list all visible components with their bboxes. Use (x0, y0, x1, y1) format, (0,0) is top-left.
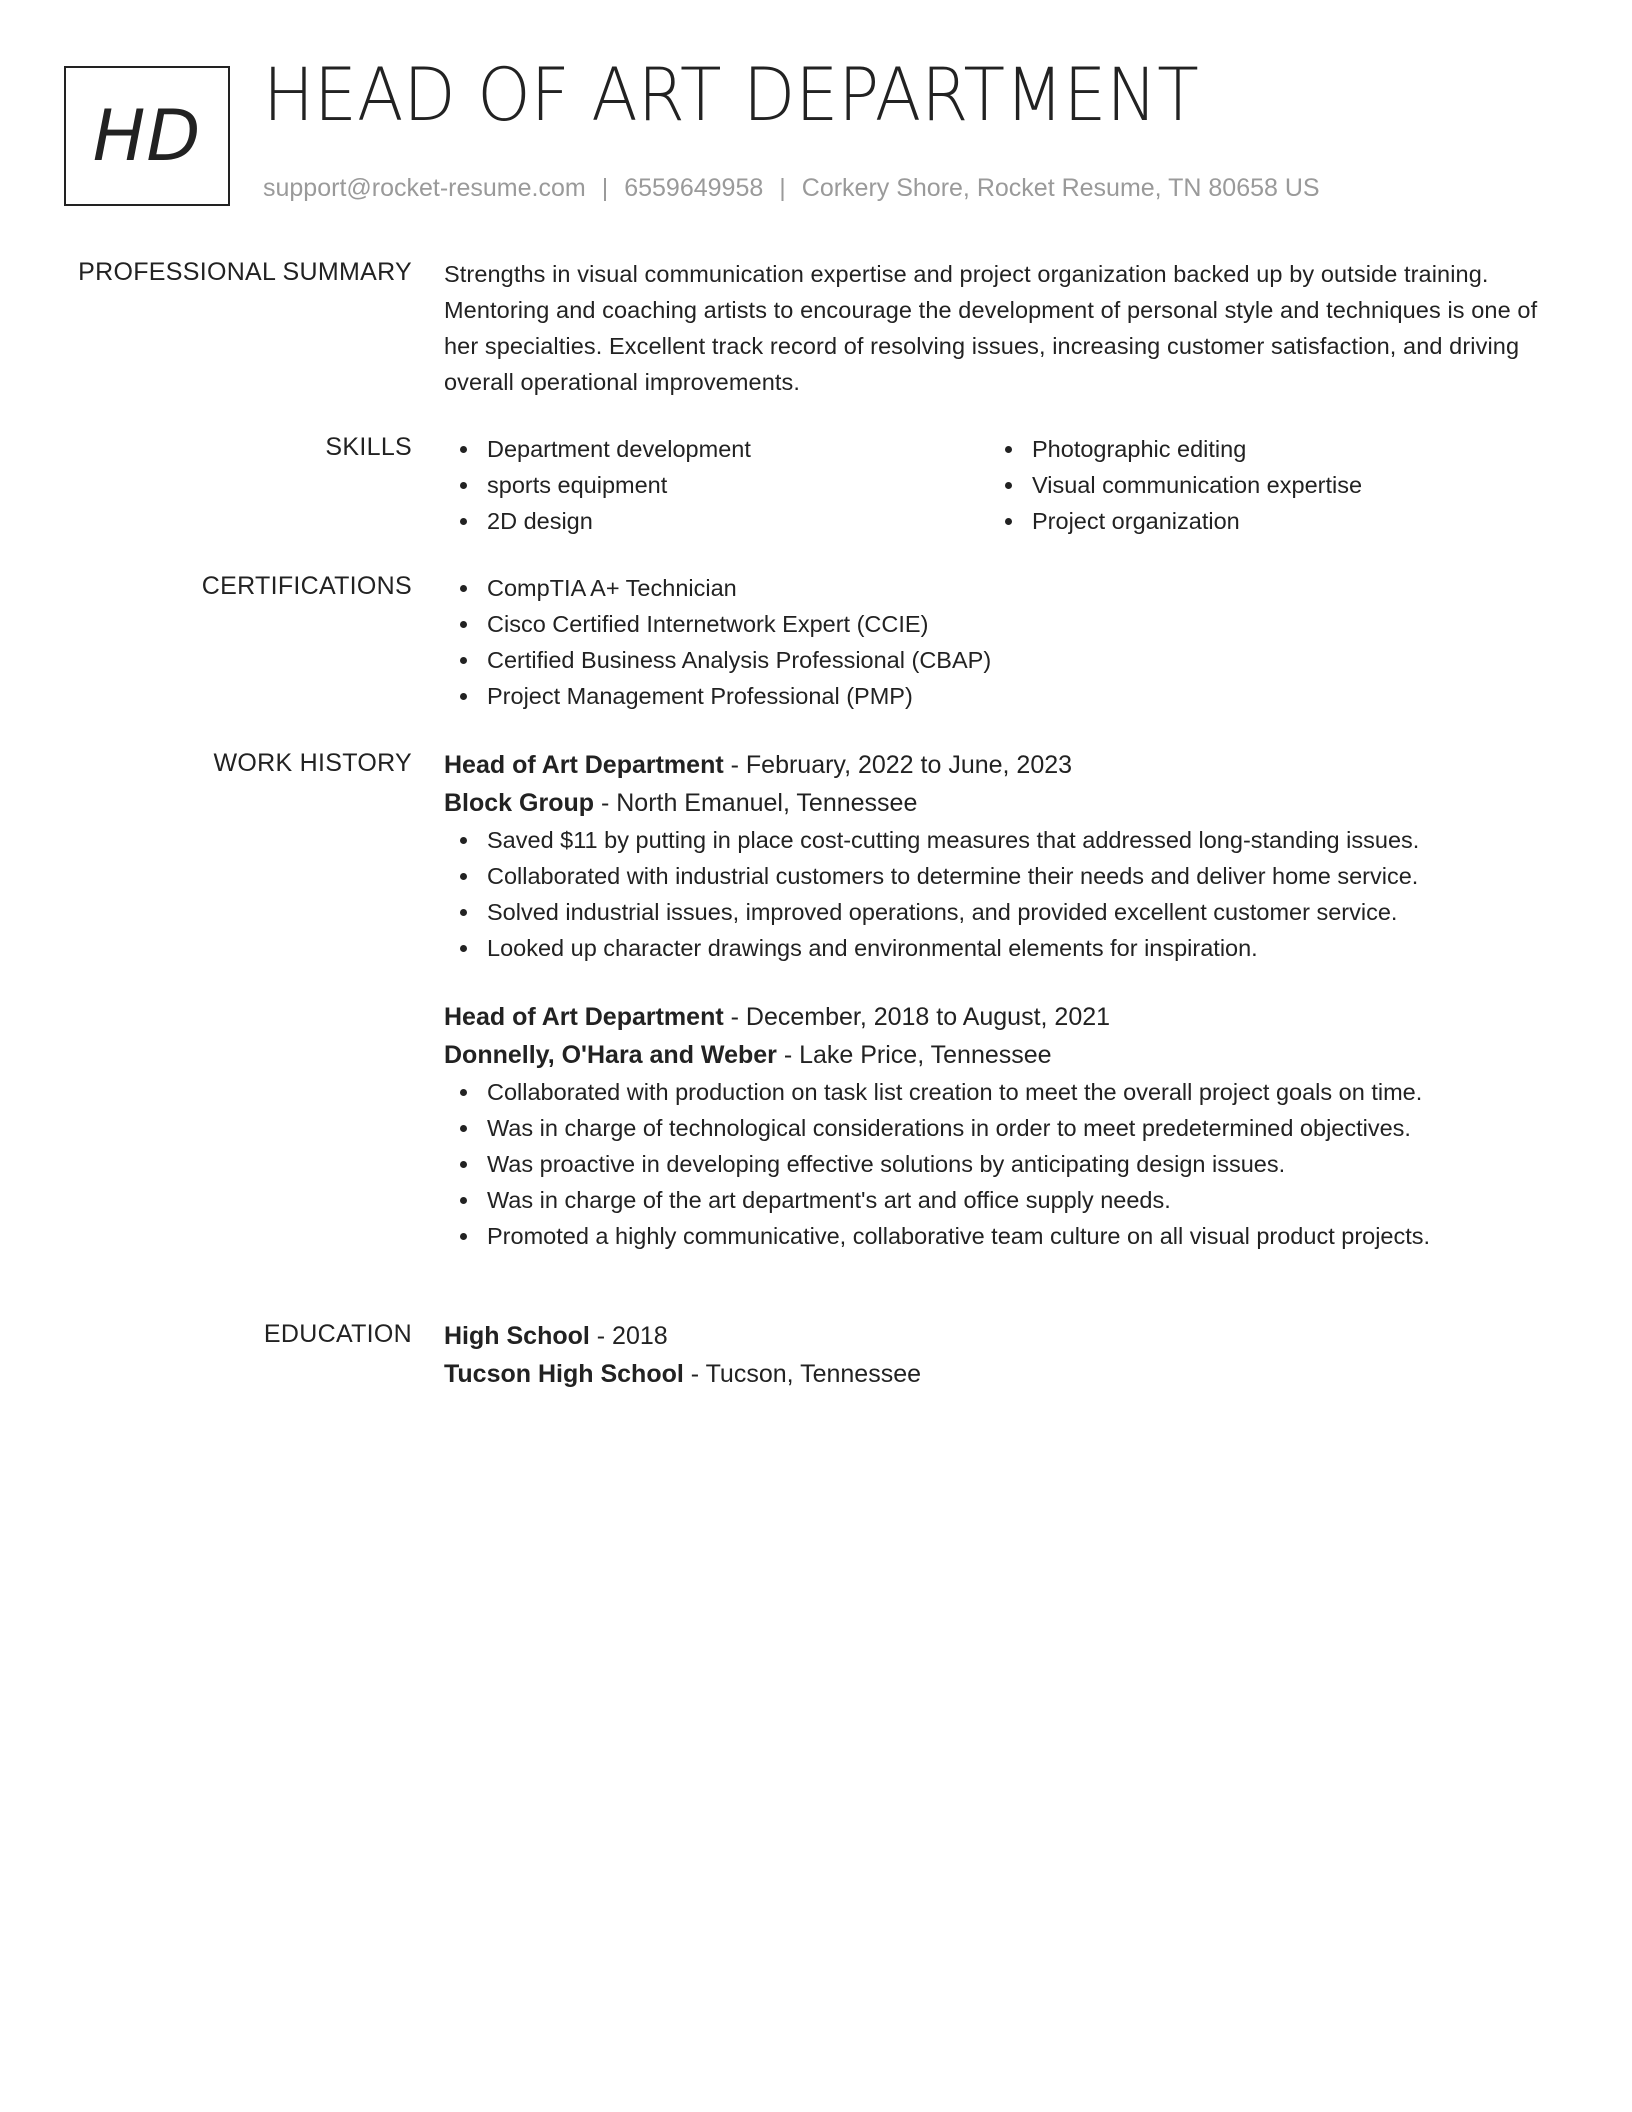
resume-title: HEAD OF ART DEPARTMENT (263, 53, 1199, 138)
summary-body (444, 256, 1544, 400)
job-duty: Promoted a highly communicative, collaborative team culture on all visual product projects. (444, 1218, 1544, 1254)
contact-separator: | (601, 174, 609, 202)
certification-item: Cisco Certified Internetwork Expert (CCIE) (444, 606, 1544, 642)
certification-item: CompTIA A+ Technician (444, 570, 1544, 606)
skills-column-2 (989, 431, 1534, 539)
summary-heading: PROFESSIONAL SUMMARY (78, 258, 412, 286)
job-duty: Was in charge of technological considerations in order to meet predetermined objectives. (444, 1110, 1544, 1146)
job-title: Head of Art Department (444, 1003, 724, 1031)
contact-address: Corkery Shore, Rocket Resume, TN 80658 US (801, 174, 1320, 202)
education-school: Tucson High School (444, 1360, 684, 1388)
skills-column-1 (444, 431, 989, 539)
certifications-body (444, 570, 1544, 714)
skill-item: Visual communication expertise (989, 467, 1534, 503)
skill-item: Department development (444, 431, 989, 467)
monogram-initials: HD (92, 95, 202, 177)
work-history-heading: WORK HISTORY (213, 749, 412, 777)
job-location: - North Emanuel, Tennessee (594, 789, 918, 817)
job-dates: - December, 2018 to August, 2021 (723, 1003, 1111, 1031)
job-title: Head of Art Department (444, 751, 724, 779)
work-history-body (444, 746, 1544, 1254)
job-duty: Collaborated with industrial customers to determine their needs and deliver home service. (444, 858, 1544, 894)
skill-item: Project organization (989, 503, 1534, 539)
education-school-line (444, 1355, 1544, 1393)
contact-separator: | (779, 174, 786, 202)
contact-phone: 6559649958 (624, 174, 764, 202)
job-location: - Lake Price, Tennessee (776, 1041, 1052, 1069)
job-company-line (444, 784, 1544, 822)
education-body (444, 1317, 1544, 1393)
job-duty: Solved industrial issues, improved operations, and provided excellent customer service. (444, 894, 1544, 930)
certifications-list (444, 570, 1544, 714)
contact-line (263, 174, 1320, 203)
job-duties-list (444, 1074, 1544, 1254)
job-title-line (444, 746, 1544, 784)
education-location: - Tucson, Tennessee (683, 1360, 921, 1388)
certification-item: Certified Business Analysis Professional (CBAP) (444, 642, 1544, 678)
skill-item: sports equipment (444, 467, 989, 503)
skills-heading: SKILLS (325, 433, 412, 461)
monogram-box (64, 66, 230, 206)
job-title-line (444, 998, 1544, 1036)
skill-item: Photographic editing (989, 431, 1534, 467)
job-duties-list (444, 822, 1544, 966)
job-dates: - February, 2022 to June, 2023 (723, 751, 1073, 779)
skills-body (444, 431, 1544, 539)
job-duty: Was proactive in developing effective solutions by anticipating design issues. (444, 1146, 1544, 1182)
job-entry (444, 746, 1544, 966)
certifications-heading: CERTIFICATIONS (201, 572, 412, 600)
contact-email: support@rocket-resume.com (263, 174, 586, 202)
job-duty: Saved $11 by putting in place cost-cutting measures that addressed long-standing issues. (444, 822, 1544, 858)
job-company: Block Group (444, 789, 595, 817)
job-duty: Collaborated with production on task list creation to meet the overall project goals on time. (444, 1074, 1544, 1110)
job-entry (444, 998, 1544, 1254)
summary-text: Strengths in visual communication expertise and project organization backed up by outside training. Mentoring and coaching artists to encourage the development of personal style and techniques is one of her specialties. Excellent track record of resolving issues, increasing customer satisfaction, and driving overall operational improvements. (444, 261, 1538, 395)
education-degree: High School (444, 1322, 590, 1350)
job-company: Donnelly, O'Hara and Weber (444, 1041, 777, 1069)
job-duty: Looked up character drawings and environmental elements for inspiration. (444, 930, 1544, 966)
education-heading: EDUCATION (263, 1320, 412, 1348)
skill-item: 2D design (444, 503, 989, 539)
certification-item: Project Management Professional (PMP) (444, 678, 1544, 714)
education-year: - 2018 (589, 1322, 668, 1350)
job-duty: Was in charge of the art department's art and office supply needs. (444, 1182, 1544, 1218)
job-company-line (444, 1036, 1544, 1074)
education-degree-line (444, 1317, 1544, 1355)
